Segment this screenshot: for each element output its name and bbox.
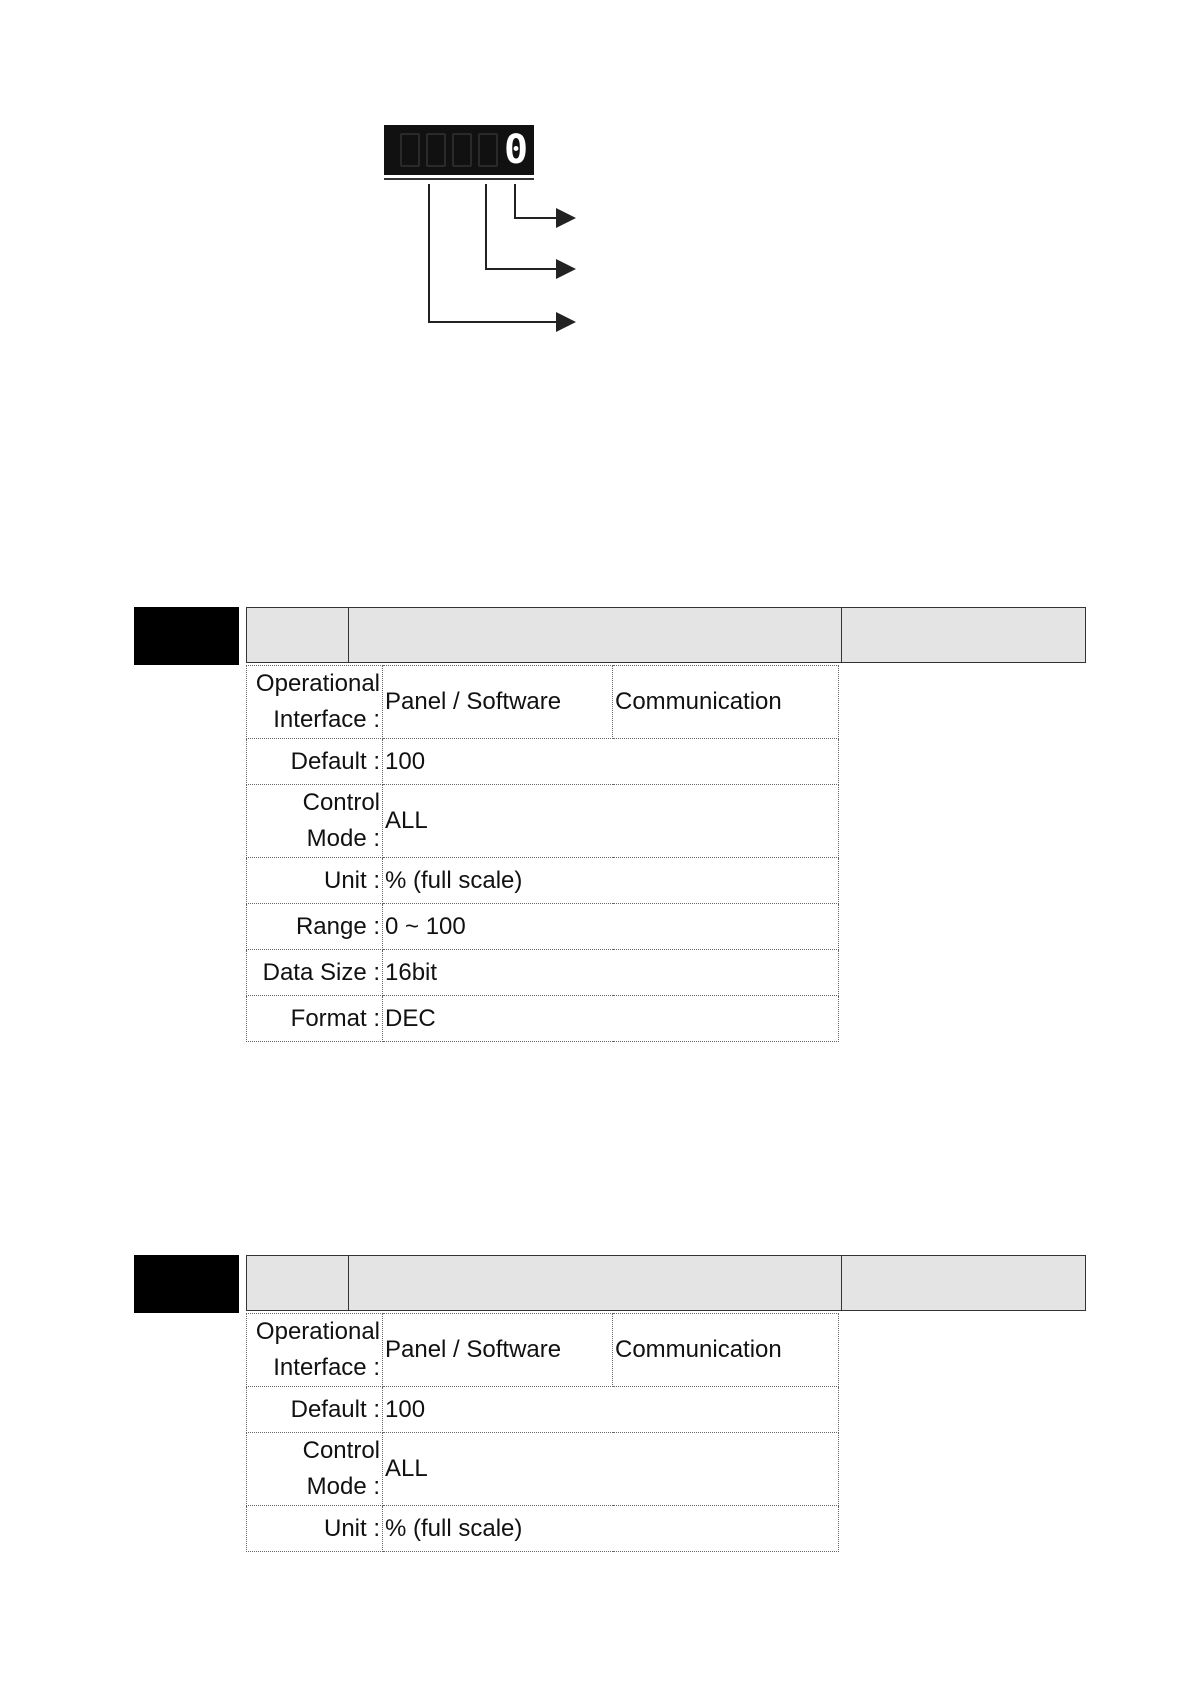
- default-label: Default :: [247, 1387, 383, 1433]
- parameter-id-box: [134, 607, 239, 665]
- data-size-label: Data Size :: [247, 950, 383, 996]
- control-mode-label: Control Mode :: [247, 785, 383, 858]
- range-value: 0 ~ 100: [383, 904, 839, 950]
- control-mode-value: ALL: [383, 785, 839, 858]
- seven-segment-display: [384, 125, 534, 175]
- parameter-header-bar: [246, 607, 1086, 663]
- unit-label: Unit :: [247, 858, 383, 904]
- parameter-header-bar: [246, 1255, 1086, 1311]
- format-value: DEC: [383, 996, 839, 1042]
- table-row: [247, 858, 839, 904]
- format-label: Format :: [247, 996, 383, 1042]
- operational-interface-label: Operational Interface :: [247, 666, 383, 739]
- leader-arrows-diagram: [380, 176, 580, 336]
- control-mode-value: ALL: [383, 1433, 839, 1506]
- unlit-digit: [452, 133, 472, 167]
- unit-value: % (full scale): [383, 858, 839, 904]
- unit-value: % (full scale): [383, 1506, 839, 1552]
- default-value: 100: [383, 739, 839, 785]
- communication-cell: Communication: [613, 1314, 839, 1387]
- parameter-table: [246, 1313, 839, 1552]
- table-row: [247, 1387, 839, 1433]
- arrow-digit-2: [486, 184, 574, 269]
- panel-software-cell: Panel / Software: [383, 1314, 613, 1387]
- default-label: Default :: [247, 739, 383, 785]
- unlit-digit: [426, 133, 446, 167]
- parameter-id-box: [134, 1255, 239, 1313]
- parameter-table: [246, 665, 839, 1042]
- table-row: [247, 950, 839, 996]
- unit-label: Unit :: [247, 1506, 383, 1552]
- communication-cell: Communication: [613, 666, 839, 739]
- arrow-digit-1: [515, 184, 574, 218]
- table-row: [247, 904, 839, 950]
- data-size-value: 16bit: [383, 950, 839, 996]
- display-digit: 0: [504, 127, 529, 173]
- unlit-digit: [400, 133, 420, 167]
- table-row: [247, 666, 839, 739]
- table-row: [247, 785, 839, 858]
- unlit-digit: [478, 133, 498, 167]
- table-row: [247, 1506, 839, 1552]
- operational-interface-label: Operational Interface :: [247, 1314, 383, 1387]
- table-row: [247, 996, 839, 1042]
- control-mode-label: Control Mode :: [247, 1433, 383, 1506]
- panel-software-cell: Panel / Software: [383, 666, 613, 739]
- arrow-digit-3: [429, 184, 574, 322]
- table-row: [247, 739, 839, 785]
- table-row: [247, 1433, 839, 1506]
- default-value: 100: [383, 1387, 839, 1433]
- table-row: [247, 1314, 839, 1387]
- range-label: Range :: [247, 904, 383, 950]
